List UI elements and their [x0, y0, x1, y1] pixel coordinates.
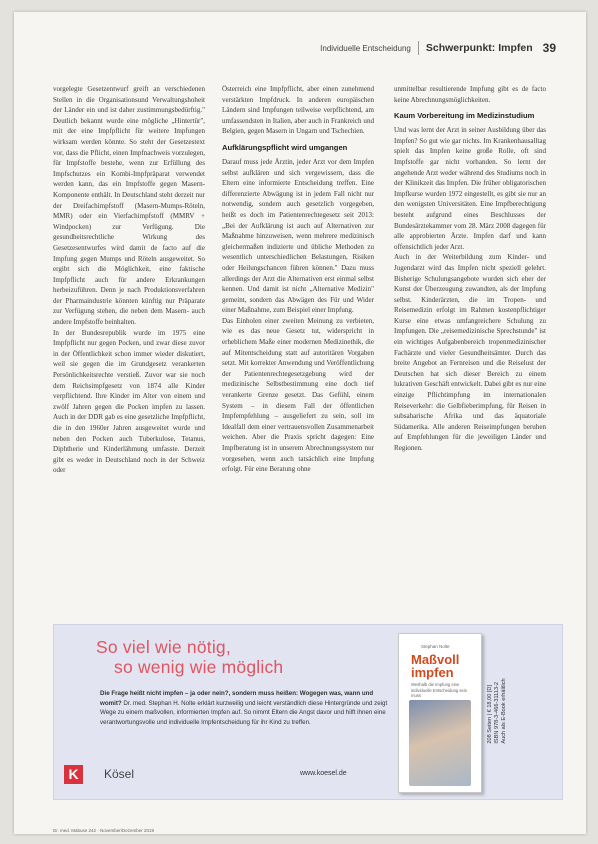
ad-body-text: [100, 689, 388, 728]
paragraph: Österreich eine Impfpflicht, aber einen zunehmend verstärkten Impfdruck. In anderen europäischen Ländern sind Impfungen teilweise verpflichtend, am umfassendsten in Italien, aber auch in Frankreich und Belgien, gegen Masern in Ungarn und Tschechien.: [222, 85, 374, 136]
book-isbn: ISBN 978-3-466-31113-2: [494, 681, 501, 744]
paragraph: unmittelbar resultierende Impfung gibt es de facto keine Abrechnungsmöglichkeiten.: [394, 85, 546, 104]
publisher-logo-icon: K: [64, 765, 83, 784]
paragraph: Auch in der Weiterbildung zum Kinder- und Jugendarzt wird das Impfen nicht speziell gelehrt. Bisherige Schulungsangebote wurden sich eher der Kunst der Überzeugung zuwandten, als der Impfung selbst. Kinderärzten, die im Tropen- und Reisemedizin erfolgt im Rahmen kostenpflichtiger Kurse eine etwas umfangreichere Schulung zu Impfungen. Die „reisemedizinische Sprechstunde" ist ein wichtiges Aufgabenbereich tropenmedizinischer Fachärzte und vieler Gesundheitsämter. Durch das breite Angebot an Fernreisen und die Reiselust der Deutschen hat sich dieser Bereich zu einem lukrativen Geschäft entwickelt. Dabei gibt es nur eine einzige Pflichtimpfung im internationalen Reiseverkehr: die Gelbfieberimpfung, für Reisen in subsaharische Afrika und das äquatoriale Südamerika. Alle anderen Reiseimpfungen beruhen auf Empfehlungen für die jeweiligen Länder und Regionen.: [394, 253, 546, 452]
paragraph: Darauf muss jede Ärztin, jeder Arzt vor dem Impfen selbst aufklären und sich vergewissern, dass die Eltern eine informierte Entscheidung treffen. Eine differenzierte Abwägung ist in jedem Fall nicht nur notwendig, sondern auch gesetzlich vorgegeben, heißt es doch im Patientenrechtegesetz seit 2013: „Bei der Aufklärung ist auch auf Alternativen zur Maßnahme hinzuweisen, wenn mehrere medizinisch gleichermaßen indizierte und übliche Methoden zu wesentlich unterschiedlichen Belastungen, Risiken oder Heilungschancen führen können." Dazu muss allerdings der Arzt die Alternativen erst einmal selbst kennen. Und damit ist nicht „Alternative Medizin" gemeint, sondern das Abwägen des Für und Wider einer Maßnahme, zum Beispiel einer Impfung.: [222, 157, 374, 315]
page-header: [320, 40, 556, 56]
page-footer: Dr. med. Mabuse 242 · November/Dezember 2019: [53, 828, 155, 833]
text-column-3: [394, 84, 546, 452]
header-divider: [418, 41, 419, 55]
book-price-pages: 208 Seiten | € 18,00 [D]: [487, 684, 494, 744]
book-subtitle: Weshalb die Impfung eine individuelle Entscheidung sein muss: [411, 682, 468, 698]
book-advertisement[interactable]: [53, 624, 563, 800]
text-column-1: [53, 84, 205, 594]
book-title-line1: Maßvoll: [411, 652, 460, 667]
page-number: 39: [542, 41, 556, 55]
magazine-page: [14, 12, 586, 834]
ad-headline-line1: So viel wie nötig,: [96, 637, 231, 657]
book-cover: [398, 633, 482, 793]
section-heading: Kaum Vorbereitung im Medizinstudium: [394, 111, 535, 121]
book-details: [486, 631, 510, 791]
book-cover-photo: [409, 700, 471, 786]
book-title-line2: impfen: [411, 665, 454, 680]
paragraph: vorgelegte Gesetzentwurf greift an verschiedenen Stellen in die Organisationsund Verwaltungshoheit der Länder ein und ist daher zustimmungsbedürftig." Deutlich bekannt wurde eine mögliche „Hintertür", mit der eine Impfpflicht für weitere Impfungen wirksam werden könnte. So steht der Gesetzestext vor, dass die Pflicht, einen Impfnachweis vorzulegen, für Impfstoffe bestehe, wenn zur Erfüllung des Impfschutzes ein Kombi-Impfpräparat verwendet werden kann, das ein Impfstoffe gegen Masern-Komponente enthält. In Deutschland steht derzeit nur der Dreifachimpfstoff (Masern-Mumps-Röteln, MMR) oder ein Vierfachimpfstoff (MMRV + Windpocken) zur Verfügung. Die gesundheitsrechtliche Wirkung des Gesetzesentwurfes wird damit de facto auf die Impfung gegen Mumps und Röteln ausgeweitet. So ergibt sich die Möglichkeit, eine faktische Impfpflicht auch für andere Erkrankungen herbeizuführen. Denn je nach Produktionsverfahren der Pharmaindustrie könnten künftig nur Präparate zur Verfügung stehen, die neben dem Masern- auch andere Impfstoffe beinhalten.: [53, 85, 205, 327]
header-topic: Schwerpunkt: Impfen: [425, 42, 533, 54]
paragraph: In der Bundesrepublik wurde im 1975 eine Impfpflicht nur gegen Pocken, und zwar diese zuvor in der Öffentlichkeit schon immer wieder diskutiert, weil sie gegen die im Grundgesetz verankerten Persönlichkeitsrechte verstieß. Zuvor war sie noch dem Reichsimpfgesetz von 1874 alle Kinder verpflichtend. Ihre Kinder im Alter von einem und zwölf Jahren gegen die Pocken impfen zu lassen. Auch in der DDR gab es eine gesetzliche Impfpflicht, die in den 1960er Jahren ausgeweitet wurde und neben den Pocken auch Tuberkulose, Tetanus, Diphtherie und Kinderlähmung umfasste. Derzeit gibt es weder in Deutschland noch in der Schweiz oder: [53, 328, 205, 475]
section-heading: Aufklärungspflicht wird umgangen: [222, 142, 348, 152]
publisher-url-link[interactable]: www.koesel.de: [300, 770, 347, 777]
header-section-label: Individuelle Entscheidung: [320, 43, 411, 53]
publisher-name: Kösel: [104, 767, 135, 781]
ad-body-lead: Die Frage heißt nicht impfen – ja oder nein?, sondern muss heißen: Wogegen was, wann und womit?: [100, 690, 374, 707]
book-author: Stephan Nolte: [421, 644, 450, 649]
paragraph: Das Einholen einer zweiten Meinung zu verbieten, wie es das neue Gesetz tut, widerspricht in erheblichem Maße einer modernen Medizinethik, die auf Mitentscheidung statt auf autoritären Vorgaben setzt. Mit korrekter Anwendung und Veröffentlichung der Patientenrechtegesetzgebung wird der medizinische Selbstbestimmung eine doch tief verankerte Grenze gesetzt. Das Gefühl, einem System – in diesem Fall der öffentlichen Impfempfehlung – ausgeliefert zu sein, soll im Idealfall dem einer vertrauensvollen Zusammenarbeit weichen. Aber die Praxis spricht dagegen: Eine Impfberatung ist in unserem Abrechnungssystem nur vorgesehen, wenn auch tatsächlich eine Impfung erfolgt. Für eine Beratung ohne: [222, 316, 374, 474]
paragraph: Und was lernt der Arzt in seiner Ausbildung über das Impfen? So gut wie gar nichts. Im Krankenhausalltag spielt das Impfen keine große Rolle, oft sind Impfstoffe gar nicht vorhanden. So lernt der angehende Arzt weder während des Studiums noch in der Klinikzeit das Impfen. Die früher obligatorischen Impfkurse wurden 1972 eingestellt, es gibt sie nur an den wenigsten Universitäten. Eine Impfberechtigung besteht aufgrund eines Beschlusses der Bundesärztekammer vom 28. März 2008 dagegen für alle approbierten Ärzte. Impfen darf und kann offensichtlich jeder Arzt.: [394, 126, 546, 251]
ad-headline-line2: so wenig wie möglich: [114, 657, 284, 677]
ad-body-rest: Dr. med. Stephan H. Nolte erklärt kurzweilig und leicht verständlich diese Hintergründe und zeigt Wege zu einem maßvollen, informierten Impfen auf. So nimmt Eltern die Angst davor und hilft ihnen eine verantwortungsvolle und individuelle Impfentscheidung für ihr Kind zu treffen.: [100, 699, 388, 727]
book-ebook-note: Auch als E-Book erhältlich: [501, 678, 508, 744]
book-details-text: [487, 678, 509, 743]
text-column-2: [222, 84, 374, 594]
